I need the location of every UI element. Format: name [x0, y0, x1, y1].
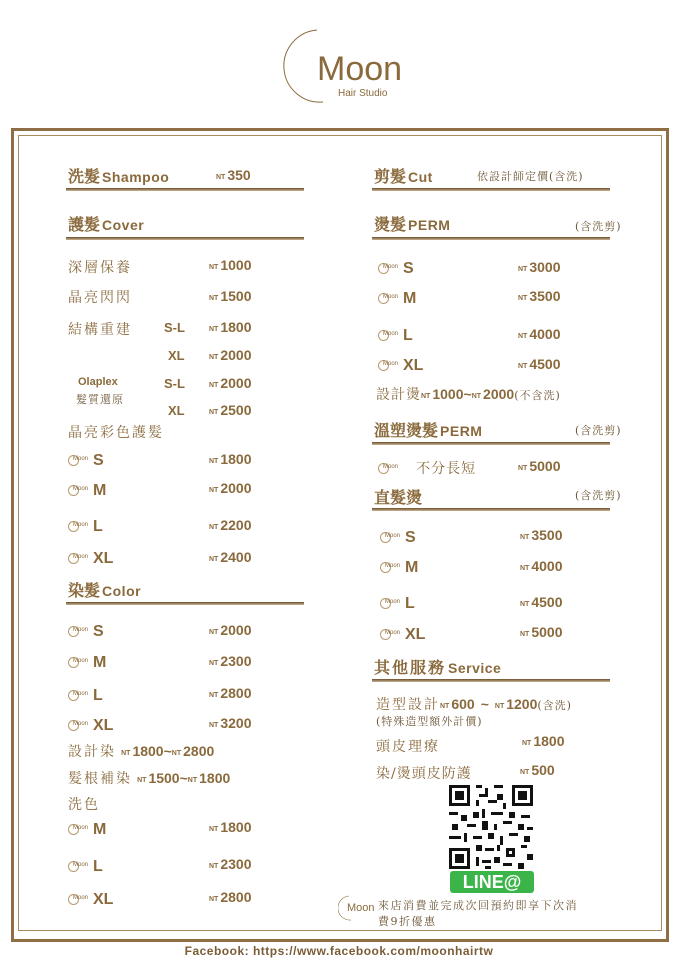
shampoo-price: NT 350: [216, 167, 251, 183]
list-item: Moon S: [68, 450, 104, 470]
divider: [372, 508, 610, 511]
color-price-s: NT 2000: [209, 622, 252, 638]
warm-perm-header: 溫塑燙髮 PERM: [374, 421, 483, 440]
moon-mini-icon: Moon: [68, 625, 90, 639]
rebuild-price-sl: NT 1800: [209, 319, 252, 335]
color-price-l: NT 2800: [209, 685, 252, 701]
shampoo-header: 洗髮 Shampoo: [68, 167, 170, 186]
deep-care-price: NT 1000: [209, 257, 252, 273]
moon-mini-icon: Moon: [378, 292, 400, 306]
color-care-price-l: NT 2200: [209, 517, 252, 533]
divider: [66, 602, 304, 605]
list-item: Moon L: [68, 856, 103, 876]
moon-mini-icon: Moon: [68, 823, 90, 837]
list-item: Moon L: [68, 685, 103, 705]
divider: [372, 442, 610, 445]
warm-perm-price: NT 5000: [518, 458, 561, 474]
list-item: Moon M: [68, 480, 106, 500]
list-item: Moon L: [68, 516, 103, 536]
divider: [372, 679, 610, 682]
moon-mini-icon: Moon: [68, 860, 90, 874]
brand-logo: [283, 26, 423, 106]
olaplex-price-xl: NT 2500: [209, 402, 252, 418]
moon-mini-icon: Moon: [378, 462, 400, 476]
straight-price-s: NT 3500: [520, 527, 563, 543]
moon-mini-icon: Moon: [68, 454, 90, 468]
olaplex-size-sl: S-L: [164, 376, 185, 391]
cover-header: 護髮 Cover: [68, 215, 145, 234]
protect-price: NT 500: [520, 762, 555, 778]
shine-price: NT 1500: [209, 288, 252, 304]
list-item: Moon M: [380, 557, 418, 577]
color-care-price-m: NT 2000: [209, 480, 252, 496]
divider: [372, 237, 610, 240]
divider: [66, 237, 304, 240]
moon-mini-icon: Moon: [68, 689, 90, 703]
moon-mini-icon: Moon: [378, 329, 400, 343]
straight-header: 直髮燙: [374, 488, 423, 507]
moon-mini-icon: Moon: [68, 719, 90, 733]
olaplex-price-sl: NT 2000: [209, 375, 252, 391]
list-item: Moon 不分長短: [378, 458, 476, 478]
root-color-row: 髮根補染 NT 1500~NT 1800: [68, 770, 231, 787]
rebuild-label: 結構重建: [68, 322, 132, 338]
rebuild-size-xl: XL: [168, 348, 185, 363]
moon-mini-icon: Moon: [380, 531, 402, 545]
color-care-label: 晶亮彩色護髮: [68, 425, 164, 441]
olaplex-label: Olaplex: [78, 376, 118, 388]
color-price-m: NT 2300: [209, 653, 252, 669]
list-item: Moon XL: [378, 355, 423, 375]
color-price-xl: NT 3200: [209, 715, 252, 731]
scalp-price: NT 1800: [522, 733, 565, 749]
shine-label: 晶亮閃閃: [68, 290, 132, 306]
moon-mini-icon: Moon: [378, 262, 400, 276]
perm-price-l: NT 4000: [518, 326, 561, 342]
straight-note: (含洗剪): [575, 489, 622, 502]
list-item: Moon M: [68, 819, 106, 839]
perm-note: (含洗剪): [575, 220, 622, 233]
promo-line-2: 費9折優惠: [378, 915, 437, 928]
cut-header: 剪髮 Cut: [374, 167, 433, 186]
moon-mini-icon: Moon: [378, 359, 400, 373]
service-header: 其他服務 Service: [374, 658, 502, 677]
color-care-price-xl: NT 2400: [209, 549, 252, 565]
color-care-price-s: NT 1800: [209, 451, 252, 467]
promo-line-1: 來店消費並完成次回預約即享下次消: [378, 899, 578, 912]
list-item: Moon XL: [68, 548, 113, 568]
rebuild-price-xl: NT 2000: [209, 347, 252, 363]
moon-mini-icon: Moon: [380, 597, 402, 611]
perm-price-m: NT 3500: [518, 288, 561, 304]
list-item: Moon S: [378, 258, 414, 278]
perm-price-s: NT 3000: [518, 259, 561, 275]
protect-label: 染/燙頭皮防護: [376, 766, 472, 782]
menu-frame-inner: [18, 135, 662, 931]
perm-header: 燙髮 PERM: [374, 215, 451, 234]
moon-mini-icon: Moon: [68, 893, 90, 907]
deep-care-label: 深層保養: [68, 260, 132, 276]
styling-row: 造型設計NT 600 ~ NT 1200(含洗): [376, 696, 572, 713]
straight-price-m: NT 4000: [520, 558, 563, 574]
divider: [66, 188, 304, 191]
moon-mini-icon: Moon: [68, 520, 90, 534]
moon-mini-icon: Moon: [68, 656, 90, 670]
moon-mini-icon: Moon: [380, 628, 402, 642]
footer-facebook[interactable]: Facebook: https://www.facebook.com/moonhairtw: [184, 944, 494, 958]
olaplex-label-zh: 髮質還原: [76, 393, 124, 406]
brand-subtitle: Hair Studio: [338, 88, 388, 99]
moon-small-logo: [338, 895, 374, 923]
cut-note: 依設計師定價(含洗): [477, 170, 584, 183]
list-item: Moon XL: [68, 715, 113, 735]
moon-mini-icon: Moon: [68, 484, 90, 498]
qr-code[interactable]: [446, 782, 536, 872]
moon-small-logo-text: Moon: [347, 902, 375, 914]
warm-perm-note: (含洗剪): [575, 424, 622, 437]
color-header: 染髮 Color: [68, 581, 142, 600]
line-badge[interactable]: LINE@: [450, 871, 534, 893]
wash-color-price-xl: NT 2800: [209, 889, 252, 905]
design-perm-row: 設計燙NT 1000~NT 2000(不含洗): [376, 386, 561, 403]
wash-color-price-m: NT 1800: [209, 819, 252, 835]
olaplex-size-xl: XL: [168, 403, 185, 418]
brand-name: Moon: [317, 50, 403, 88]
list-item: Moon M: [68, 652, 106, 672]
wash-color-price-l: NT 2300: [209, 856, 252, 872]
divider: [372, 188, 610, 191]
rebuild-size-sl: S-L: [164, 320, 185, 335]
list-item: Moon S: [68, 621, 104, 641]
perm-price-xl: NT 4500: [518, 356, 561, 372]
list-item: Moon S: [380, 527, 416, 547]
list-item: Moon XL: [380, 624, 425, 644]
list-item: Moon L: [378, 325, 413, 345]
list-item: Moon M: [378, 288, 416, 308]
moon-mini-icon: Moon: [68, 552, 90, 566]
scalp-label: 頭皮理療: [376, 739, 440, 755]
moon-mini-icon: Moon: [380, 561, 402, 575]
list-item: Moon L: [380, 593, 415, 613]
straight-price-l: NT 4500: [520, 594, 563, 610]
straight-price-xl: NT 5000: [520, 624, 563, 640]
design-color-row: 設計染 NT 1800~NT 2800: [68, 743, 215, 760]
wash-color-label: 洗色: [68, 797, 100, 813]
list-item: Moon XL: [68, 889, 113, 909]
styling-note: (特殊造型額外計價): [376, 715, 483, 728]
